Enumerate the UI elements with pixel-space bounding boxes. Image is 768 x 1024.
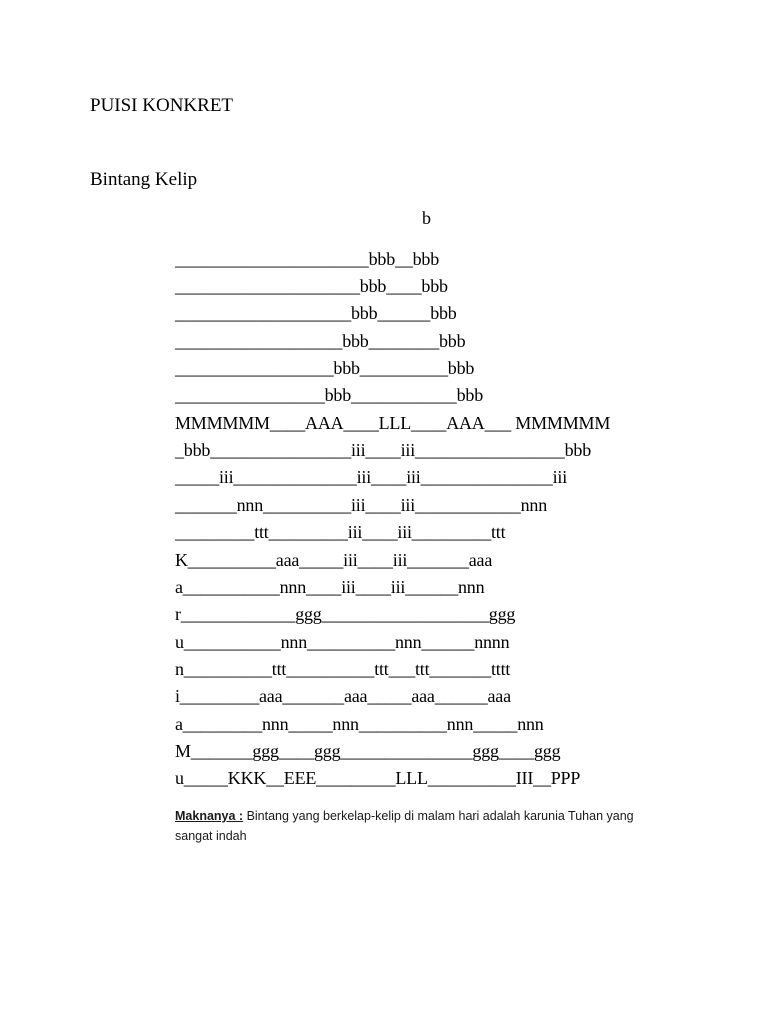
poem-line: a_________nnn_____nnn__________nnn_____nnn xyxy=(175,714,544,734)
poem-line: u_____KKK__EEE_________LLL__________III__PPP xyxy=(175,768,581,788)
poem-line: __________________bbb__________bbb xyxy=(175,358,475,378)
poem-line: M_______ggg____ggg_______________ggg____ggg xyxy=(175,741,561,761)
document-title: PUISI KONKRET xyxy=(90,95,234,116)
poem-title: Bintang Kelip xyxy=(90,169,198,190)
poem-line: r_____________ggg___________________ggg xyxy=(175,604,516,624)
poem-line: ____________________bbb______bbb xyxy=(175,303,457,323)
poem-line: ___________________bbb________bbb xyxy=(175,331,466,351)
meaning-label: Maknanya : xyxy=(175,809,244,823)
poem-line: MMMMMM____AAA____LLL____AAA___ MMMMMM xyxy=(175,413,611,433)
poem-line: K__________aaa_____iii____iii_______aaa xyxy=(175,550,493,570)
poem-line: i_________aaa_______aaa_____aaa______aaa xyxy=(175,686,511,706)
poem-line: ______________________bbb__bbb xyxy=(175,249,440,269)
poem-line: _____iii______________iii____iii_______________iii xyxy=(175,467,568,487)
poem-line: _________________bbb____________bbb xyxy=(175,385,484,405)
poem-meaning xyxy=(175,806,665,846)
meaning-text: Bintang yang berkelap-kelip di malam hari adalah karunia Tuhan yang sangat indah xyxy=(175,809,634,843)
poem-line: _bbb________________iii____iii_________________bbb xyxy=(175,440,592,460)
poem-line: u___________nnn__________nnn______nnnn xyxy=(175,632,510,652)
poem-line: b xyxy=(422,208,431,228)
poem-line: _______nnn__________iii____iii____________nnn xyxy=(175,495,548,515)
poem-line: _____________________bbb____bbb xyxy=(175,276,448,296)
poem-line: _________ttt_________iii____iii_________ttt xyxy=(175,522,506,542)
poem-line: n__________ttt__________ttt___ttt_______tttt xyxy=(175,659,511,679)
poem-line: a___________nnn____iii____iii______nnn xyxy=(175,577,485,597)
